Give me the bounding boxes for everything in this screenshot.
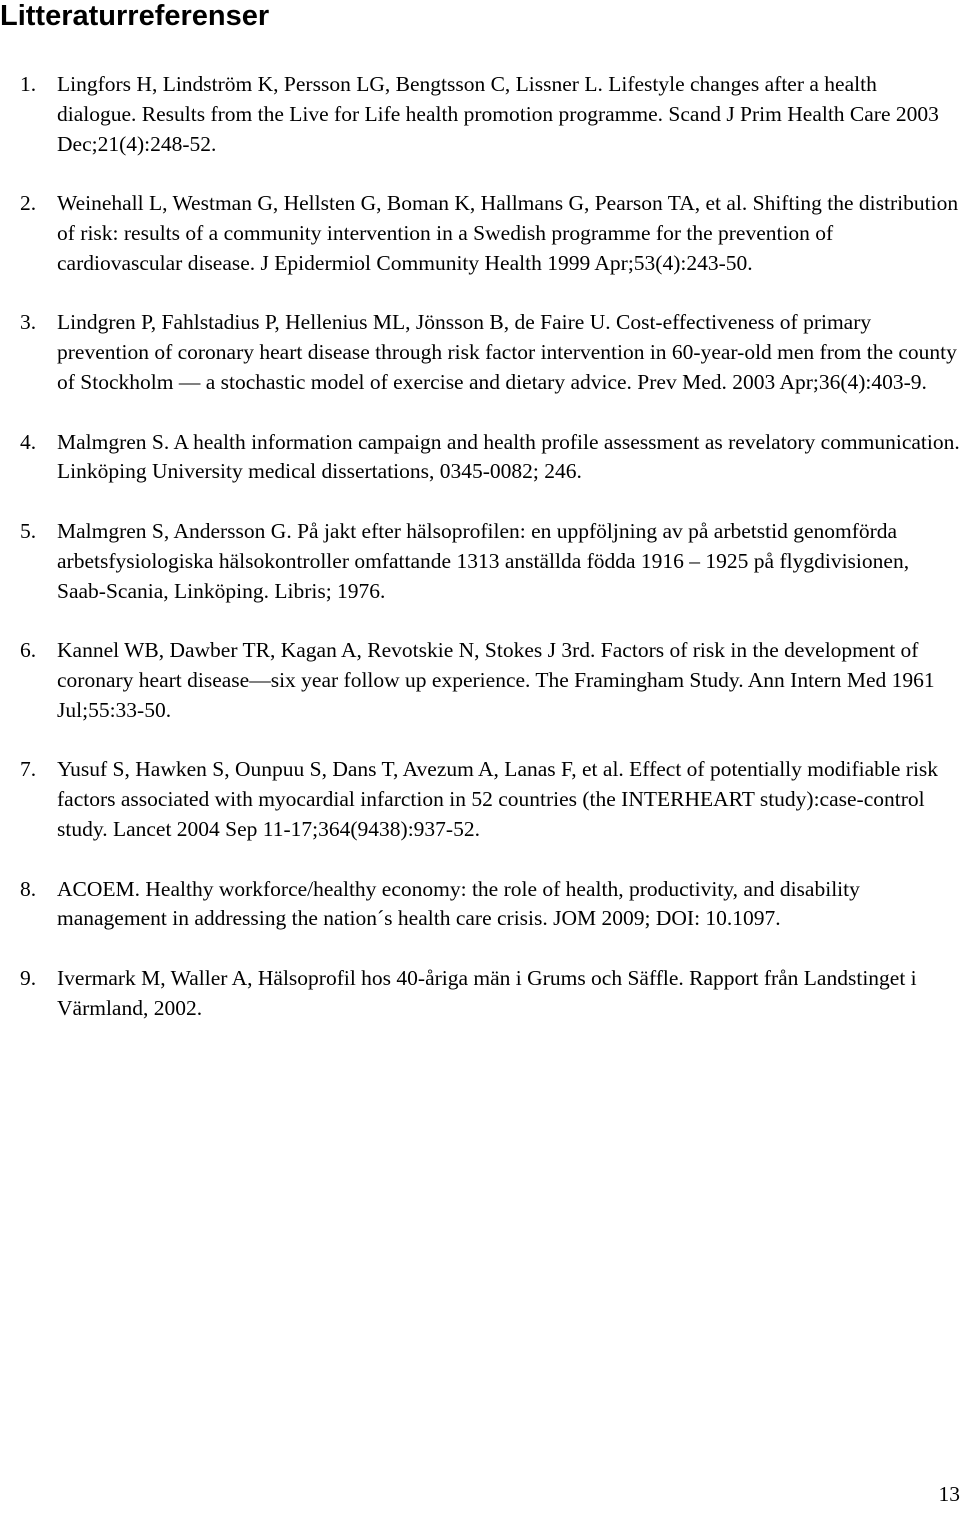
reference-list [0,70,960,1053]
reference-item [0,875,960,935]
reference-item [0,755,960,844]
reference-number: 2. [20,191,37,216]
reference-item [0,517,960,606]
reference-text: Lindgren P, Fahlstadius P, Hellenius ML, Jönsson B, de Faire U. Cost-effectiveness of primary prevention of coronary heart disease through risk factor intervention in 60-year-old men from the county of Stockholm — a stochastic model of exercise and dietary advice. Prev Med. 2003 Apr;36(4):403-9. [57,310,957,394]
reference-number: 5. [20,518,37,543]
page-heading: Litteraturreferenser [0,0,270,32]
reference-number: 8. [20,876,37,901]
reference-text: Malmgren S. A health information campaign and health profile assessment as revelatory communication. Linköping University medical dissertations, 0345-0082; 246. [57,429,960,484]
reference-number: 7. [20,757,37,782]
reference-text: Ivermark M, Waller A, Hälsoprofil hos 40-åriga män i Grums och Säffle. Rapport från Landstinget i Värmland, 2002. [57,965,917,1020]
page-number: 13 [938,1482,960,1506]
reference-text: Weinehall L, Westman G, Hellsten G, Boman K, Hallmans G, Pearson TA, et al. Shifting the distribution of risk: results of a community intervention in a Swedish programme for the prevention of cardiovascular disease. J Epidermiol Community Health 1999 Apr;53(4):243-50. [57,191,959,275]
reference-text: Yusuf S, Hawken S, Ounpuu S, Dans T, Avezum A, Lanas F, et al. Effect of potentially modifiable risk factors associated with myocardial infarction in 52 countries (the INTERHEART study):case-control study. Lancet 2004 Sep 11-17;364(9438):937-52. [57,757,939,841]
reference-item [0,189,960,278]
reference-number: 3. [20,310,37,335]
reference-text: Kannel WB, Dawber TR, Kagan A, Revotskie N, Stokes J 3rd. Factors of risk in the development of coronary heart disease—six year follow up experience. The Framingham Study. Ann Intern Med 1961 Jul;55:33-50. [57,638,935,722]
reference-text: Malmgren S, Andersson G. På jakt efter hälsoprofilen: en uppföljning av på arbetstid genomförda arbetsfysiologiska hälsokontroller omfattande 1313 anställda födda 1916 – 1925 på flygdivisionen, Saab-Scania, Linköping. Libris; 1976. [57,518,910,603]
reference-text: ACOEM. Healthy workforce/healthy economy: the role of health, productivity, and disability management in addressing the nation´s health care crisis. JOM 2009; DOI: 10.1097. [57,876,860,931]
reference-item [0,70,960,159]
reference-number: 4. [20,429,37,454]
reference-text: Lingfors H, Lindström K, Persson LG, Bengtsson C, Lissner L. Lifestyle changes after a health dialogue. Results from the Live for Life health promotion programme. Scand J Prim Health Care 2003 Dec;21(4):248-52. [57,72,939,156]
reference-item [0,636,960,725]
reference-item [0,308,960,397]
reference-number: 1. [20,72,37,96]
reference-number: 6. [20,638,37,663]
reference-item [0,428,960,488]
reference-item [0,964,960,1024]
reference-number: 9. [20,965,37,990]
